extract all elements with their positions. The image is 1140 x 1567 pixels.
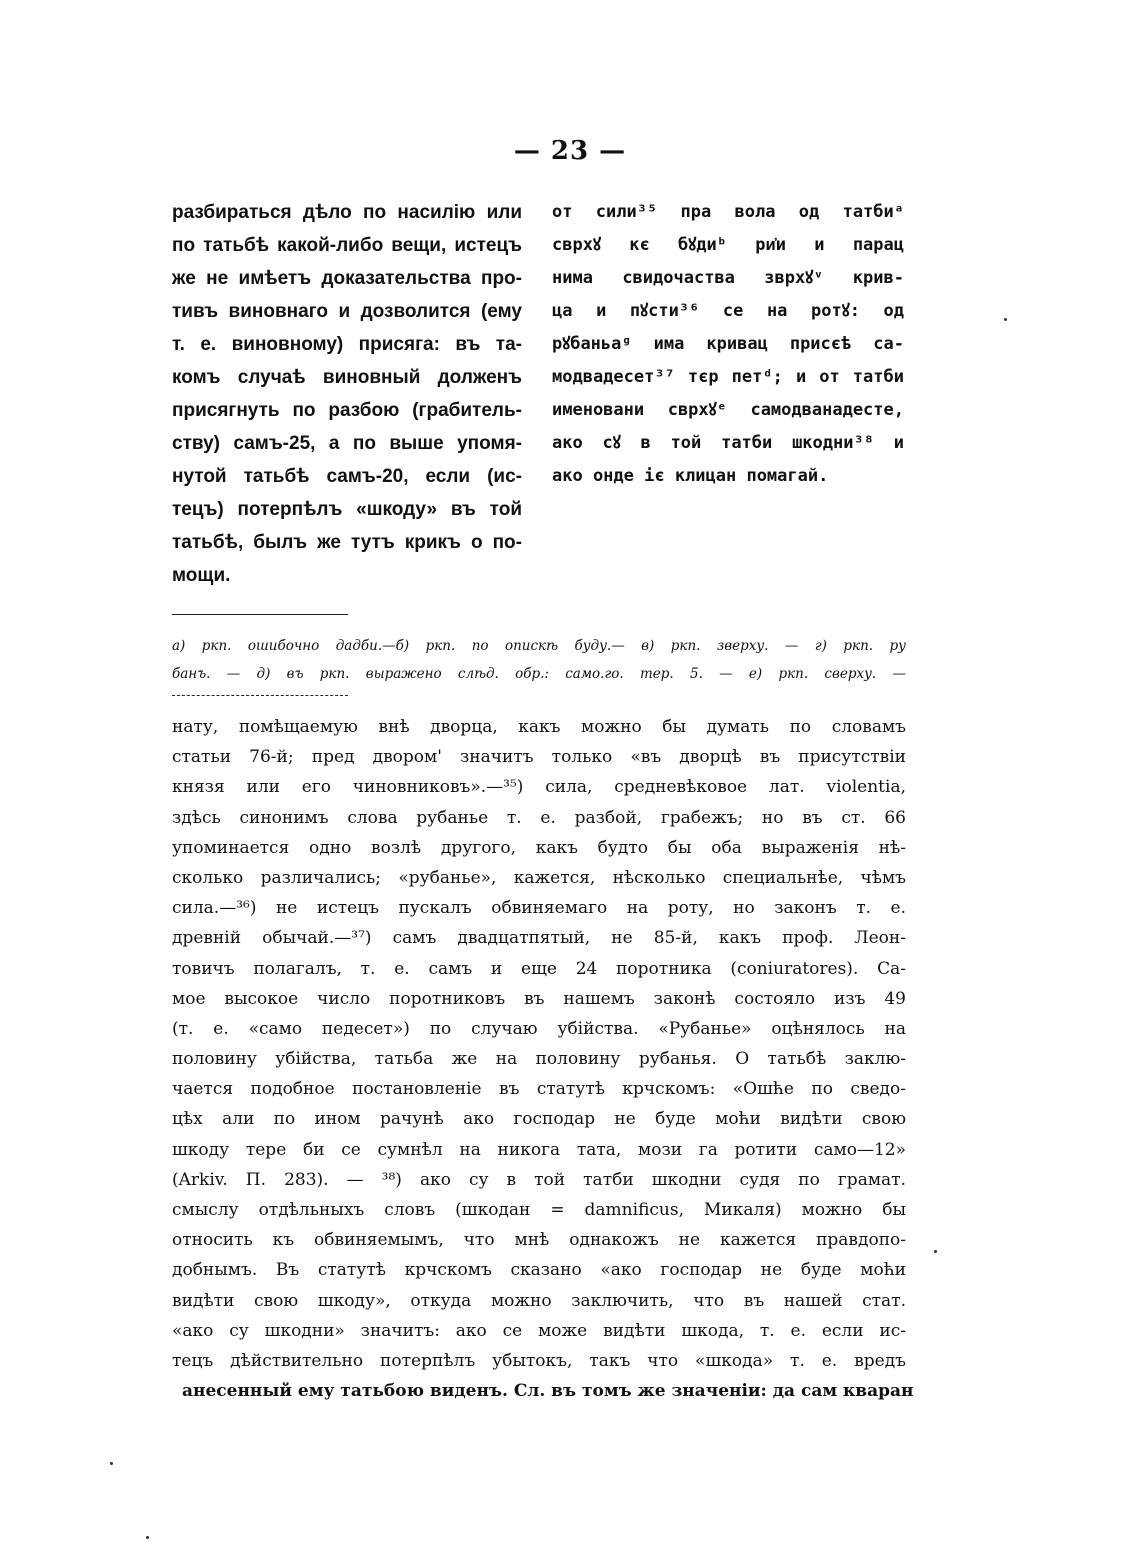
text-line: упоминается одно возлѣ другого, какъ будто бы оба выраженія нѣ- (172, 837, 906, 858)
text-line: нутой татьбѣ самъ-20, если (ис- (172, 466, 522, 487)
text-line: мощи. (172, 565, 231, 586)
text-line: половину убійства, татьба же на половину рубанья. О татьбѣ заклю- (172, 1049, 906, 1070)
text-line: чается подобное постановленіе въ статутѣ крчскомъ: «Ошће по сведо- (172, 1079, 906, 1100)
text-line: статьи 76-й; пред двором' значитъ только «въ дворцѣ въ присутствіи (172, 747, 906, 768)
text-line: мое высокое число поротниковъ въ нашемъ законѣ состояло изъ 49 (172, 988, 906, 1009)
scan-speck (110, 1462, 113, 1465)
right-column-original-text (552, 196, 904, 493)
text-line: цѣх али по ином рачунѣ ако господар не буде моћи видѣти свою (172, 1109, 906, 1130)
commentary-text (172, 712, 914, 1406)
page-number: — 23 — (513, 136, 627, 166)
text-line: же не имѣетъ доказательства про- (172, 268, 522, 289)
text-line: смыслу отдѣльныхъ словъ (шкодан = damnificus, Микаля) можно бы (172, 1200, 906, 1220)
text-line: ству) самъ-25, а по выше упомя- (172, 433, 522, 454)
text-line: анесенный ему татьбою виденъ. Сл. въ томъ же значеніи: да сам кваран (182, 1381, 914, 1402)
text-line: (Arkiv. П. 283). — ³⁸) ако су в той татби шкодни судя по грамат. (172, 1169, 906, 1190)
text-line: тивъ виновнаго и дозволится (ему (172, 301, 522, 322)
scan-speck (934, 1250, 937, 1253)
footnote-divider (172, 614, 348, 615)
text-line: тецъ дѣйствительно потерпѣлъ убытокъ, такъ что «шкода» т. е. вредъ (172, 1350, 906, 1371)
text-line: именовани сврхꙋᵉ самодванадесте, (552, 400, 904, 420)
text-line: ако онде іє клицан помагай. (552, 466, 829, 486)
text-line: татьбѣ, былъ же тутъ крикъ о по- (172, 532, 522, 553)
footnote-line: банъ. — д) въ ркп. выражено слѣд. обр.: само.го. тер. 5. — е) ркп. сверху. — (172, 666, 906, 682)
text-line: (т. е. «само педесет») по случаю убійства. «Рубанье» оцѣнялось на (172, 1018, 906, 1039)
text-line: присягнуть по разбою (грабитель- (172, 400, 522, 421)
text-line: от сили³⁵ пра вола од татбиᵃ (552, 202, 904, 222)
footnote-line: а) ркп. ошибочно дадби.—б) ркп. по опискѣ буду.— в) ркп. зверху. — г) ркп. ру (172, 638, 906, 654)
text-line: ако сꙋ в той татби шкодни³⁸ и (552, 433, 904, 453)
text-line: по татьбѣ какой-либо вещи, истецъ (172, 235, 522, 256)
text-line: князя или его чиновниковъ».—³⁵) сила, средневѣковое лат. violentia, (172, 777, 906, 798)
text-line: нима свидочаства зврхꙋᵛ крив- (552, 268, 904, 288)
left-column-text (172, 196, 522, 592)
text-line: «ако су шкодни» значитъ: ако се може видѣти шкода, т. е. если ис- (172, 1320, 906, 1341)
text-line: разбираться дѣло по насилію или (172, 202, 522, 223)
text-line: сврхꙋ кє бꙋдиᵇ ри҆и и парац (552, 235, 904, 255)
scan-speck (1004, 318, 1007, 321)
text-line: шкоду тере би се сумнѣл на никога тата, мози га ротити само—12» (172, 1139, 906, 1160)
footnotes (172, 632, 906, 688)
text-line: относить къ обвиняемымъ, что мнѣ однакожъ не кажется правдопо- (172, 1230, 906, 1251)
text-line: рꙋбаньаᶢ има кривац присєѣ са- (552, 334, 904, 354)
text-line: тецъ) потерпѣлъ «шкоду» въ той (172, 499, 522, 520)
text-line: товичъ полагалъ, т. е. самъ и еще 24 поротника (coniuratores). Са- (172, 958, 906, 979)
text-line: ца и пꙋсти³⁶ се на ротꙋ: од (552, 301, 904, 321)
text-line: комъ случаѣ виновный долженъ (172, 367, 522, 388)
text-line: т. е. виновному) присяга: въ та- (172, 334, 522, 355)
text-line: сила.—³⁶) не истецъ пускалъ обвиняемаго на роту, но законъ т. е. (172, 898, 906, 919)
text-line: добнымъ. Въ статутѣ крчскомъ сказано «ако господар не буде моћи (172, 1260, 906, 1281)
text-line: древній обычай.—³⁷) самъ двадцатпятый, не 85-й, какъ проф. Леон- (172, 928, 906, 949)
text-line: здѣсь синонимъ слова рубанье т. е. разбой, грабежъ; но въ ст. 66 (172, 807, 906, 828)
scan-speck (146, 1536, 149, 1539)
footnote-divider-bottom (172, 695, 348, 696)
text-line: видѣти свою шкоду», откуда можно заключить, что въ нашей стат. (172, 1290, 906, 1311)
text-line: сколько различались; «рубанье», кажется, нѣсколько специальнѣе, чѣмъ (172, 867, 906, 888)
text-line: модвадесет³⁷ тєр петᵈ; и от татби (552, 367, 904, 387)
text-line: нату, помѣщаемую внѣ дворца, какъ можно бы думать по словамъ (172, 717, 906, 737)
